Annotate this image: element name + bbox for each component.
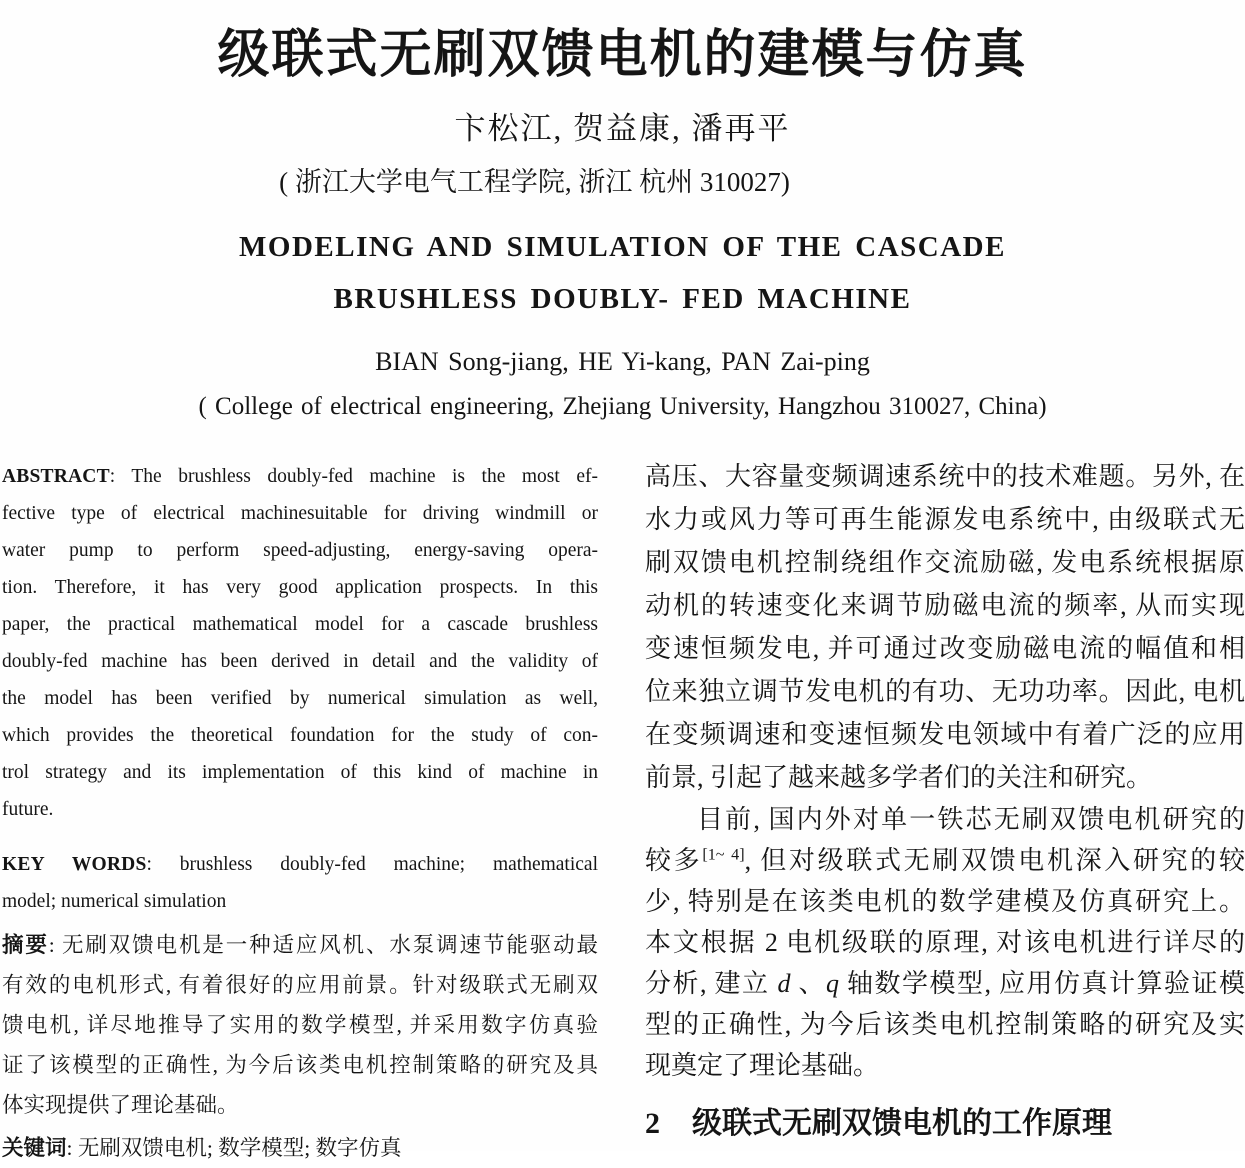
text-fragment: 分析, 建立 (645, 969, 778, 998)
text-line: 位来独立调节发电机的有功、无功功率。因此, 电机 (645, 677, 1245, 706)
abstract-en (2, 458, 598, 828)
affiliation-en: ( College of electrical engineering, Zhejiang University, Hangzhou 310027, China) (198, 393, 1047, 420)
text-line: model; numerical simulation (2, 891, 227, 912)
text-line (2, 1128, 598, 1168)
text-fragment: : 无刷双馈电机; 数学模型; 数字仿真 (66, 1136, 402, 1160)
section-title: 级联式无刷双馈电机的工作原理 (692, 1107, 1112, 1140)
authors-en: BIAN Song-jiang, HE Yi-kang, PAN Zai-ping (375, 347, 870, 376)
right-column (645, 450, 1245, 1142)
abstract-zh-label: 摘要 (2, 933, 49, 957)
text-fragment: 较多 (645, 846, 703, 875)
text-line: 水力或风力等可再生能源发电系统中, 由级联式无 (645, 505, 1245, 534)
text-line: 体实现提供了理论基础。 (2, 1093, 239, 1117)
text-line: tion. Therefore, it has very good application prospects. In this (2, 577, 598, 598)
text-line: 在变频调速和变速恒频发电领域中有着广泛的应用 (645, 720, 1245, 749)
text-fragment: , 但对级联式无刷双馈电机深入研究的较 (744, 846, 1245, 875)
text-line: fective type of electrical machinesuitable for driving windmill or (2, 503, 598, 524)
text-line: 型的正确性, 为今后该类电机控制策略的研究及实 (645, 1010, 1245, 1039)
text-line: the model has been verified by numerical simulation as well, (2, 688, 598, 709)
keywords-zh-label: 关键词 (2, 1136, 67, 1160)
text-line (2, 925, 598, 965)
text-line (2, 458, 598, 495)
text-fragment: 轴数学模型, 应用仿真计算验证模 (839, 969, 1245, 998)
text-line (645, 840, 1245, 881)
text-line: which provides the theoretical foundation for the study of con- (2, 725, 598, 746)
keywords-label: KEY WORDS (2, 854, 147, 875)
left-column (2, 450, 598, 1168)
abstract-label: ABSTRACT (2, 466, 110, 487)
variable-q: q (826, 969, 839, 998)
abstract-zh (2, 925, 598, 1125)
paper-title-en-line2: BRUSHLESS DOUBLY- FED MACHINE (333, 283, 912, 315)
text-line (2, 846, 598, 883)
paper-title-zh: 级联式无刷双馈电机的建模与仿真 (217, 26, 1028, 84)
body-paragraph-2 (645, 799, 1245, 1086)
section-number: 2 (645, 1107, 660, 1140)
authors-zh: 卞松江, 贺益康, 潘再平 (454, 111, 791, 146)
text-line: 本文根据 2 电机级联的原理, 对该电机进行详尽的 (645, 928, 1245, 957)
variable-d: d (777, 969, 791, 998)
text-line: trol strategy and its implementation of this kind of machine in (2, 762, 598, 783)
text-fragment: 、 (790, 969, 826, 998)
text-line: 少, 特别是在该类电机的数学建模及仿真研究上。 (645, 887, 1245, 916)
section-heading (645, 1098, 1245, 1142)
text-line: 证了该模型的正确性, 为今后该类电机控制策略的研究及具 (2, 1053, 598, 1077)
paper-title-en-line1: MODELING AND SIMULATION OF THE CASCADE (239, 231, 1006, 263)
text-line: 目前, 国内外对单一铁芯无刷双馈电机研究的 (697, 805, 1245, 834)
text-fragment: : brushless doubly-fed machine; mathematical (146, 854, 598, 875)
keywords-en (2, 846, 598, 920)
text-line: future. (2, 799, 54, 820)
text-line: 变速恒频发电, 并可通过改变励磁电流的幅值和相 (645, 634, 1245, 663)
body-paragraph-1 (645, 455, 1245, 799)
text-line: 动机的转速变化来调节励磁电流的频率, 从而实现 (645, 591, 1245, 620)
text-line: 馈电机, 详尽地推导了实用的数学模型, 并采用数字仿真验 (2, 1013, 598, 1037)
text-line (645, 963, 1245, 1004)
text-line: 前景, 引起了越来越多学者们的关注和研究。 (645, 763, 1153, 792)
keywords-zh (2, 1128, 598, 1168)
text-fragment: : 无刷双馈电机是一种适应风机、水泵调速节能驱动最 (48, 933, 598, 957)
text-fragment: : The brushless doubly-fed machine is the most ef- (109, 466, 598, 487)
text-line: 高压、大容量变频调速系统中的技术难题。另外, 在 (645, 462, 1245, 491)
affiliation-zh: ( 浙江大学电气工程学院, 浙江 杭州 310027) (279, 167, 790, 197)
text-line: 现奠定了理论基础。 (645, 1051, 880, 1080)
text-line: water pump to perform speed-adjusting, energy-saving opera- (2, 540, 598, 561)
text-line: doubly-fed machine has been derived in detail and the validity of (2, 651, 598, 672)
citation-reference: [1~ 4] (702, 846, 745, 864)
text-line: paper, the practical mathematical model for a cascade brushless (2, 614, 598, 635)
text-line: 有效的电机形式, 有着很好的应用前景。针对级联式无刷双 (2, 973, 598, 997)
text-line: 刷双馈电机控制绕组作交流励磁, 发电系统根据原 (645, 548, 1245, 577)
